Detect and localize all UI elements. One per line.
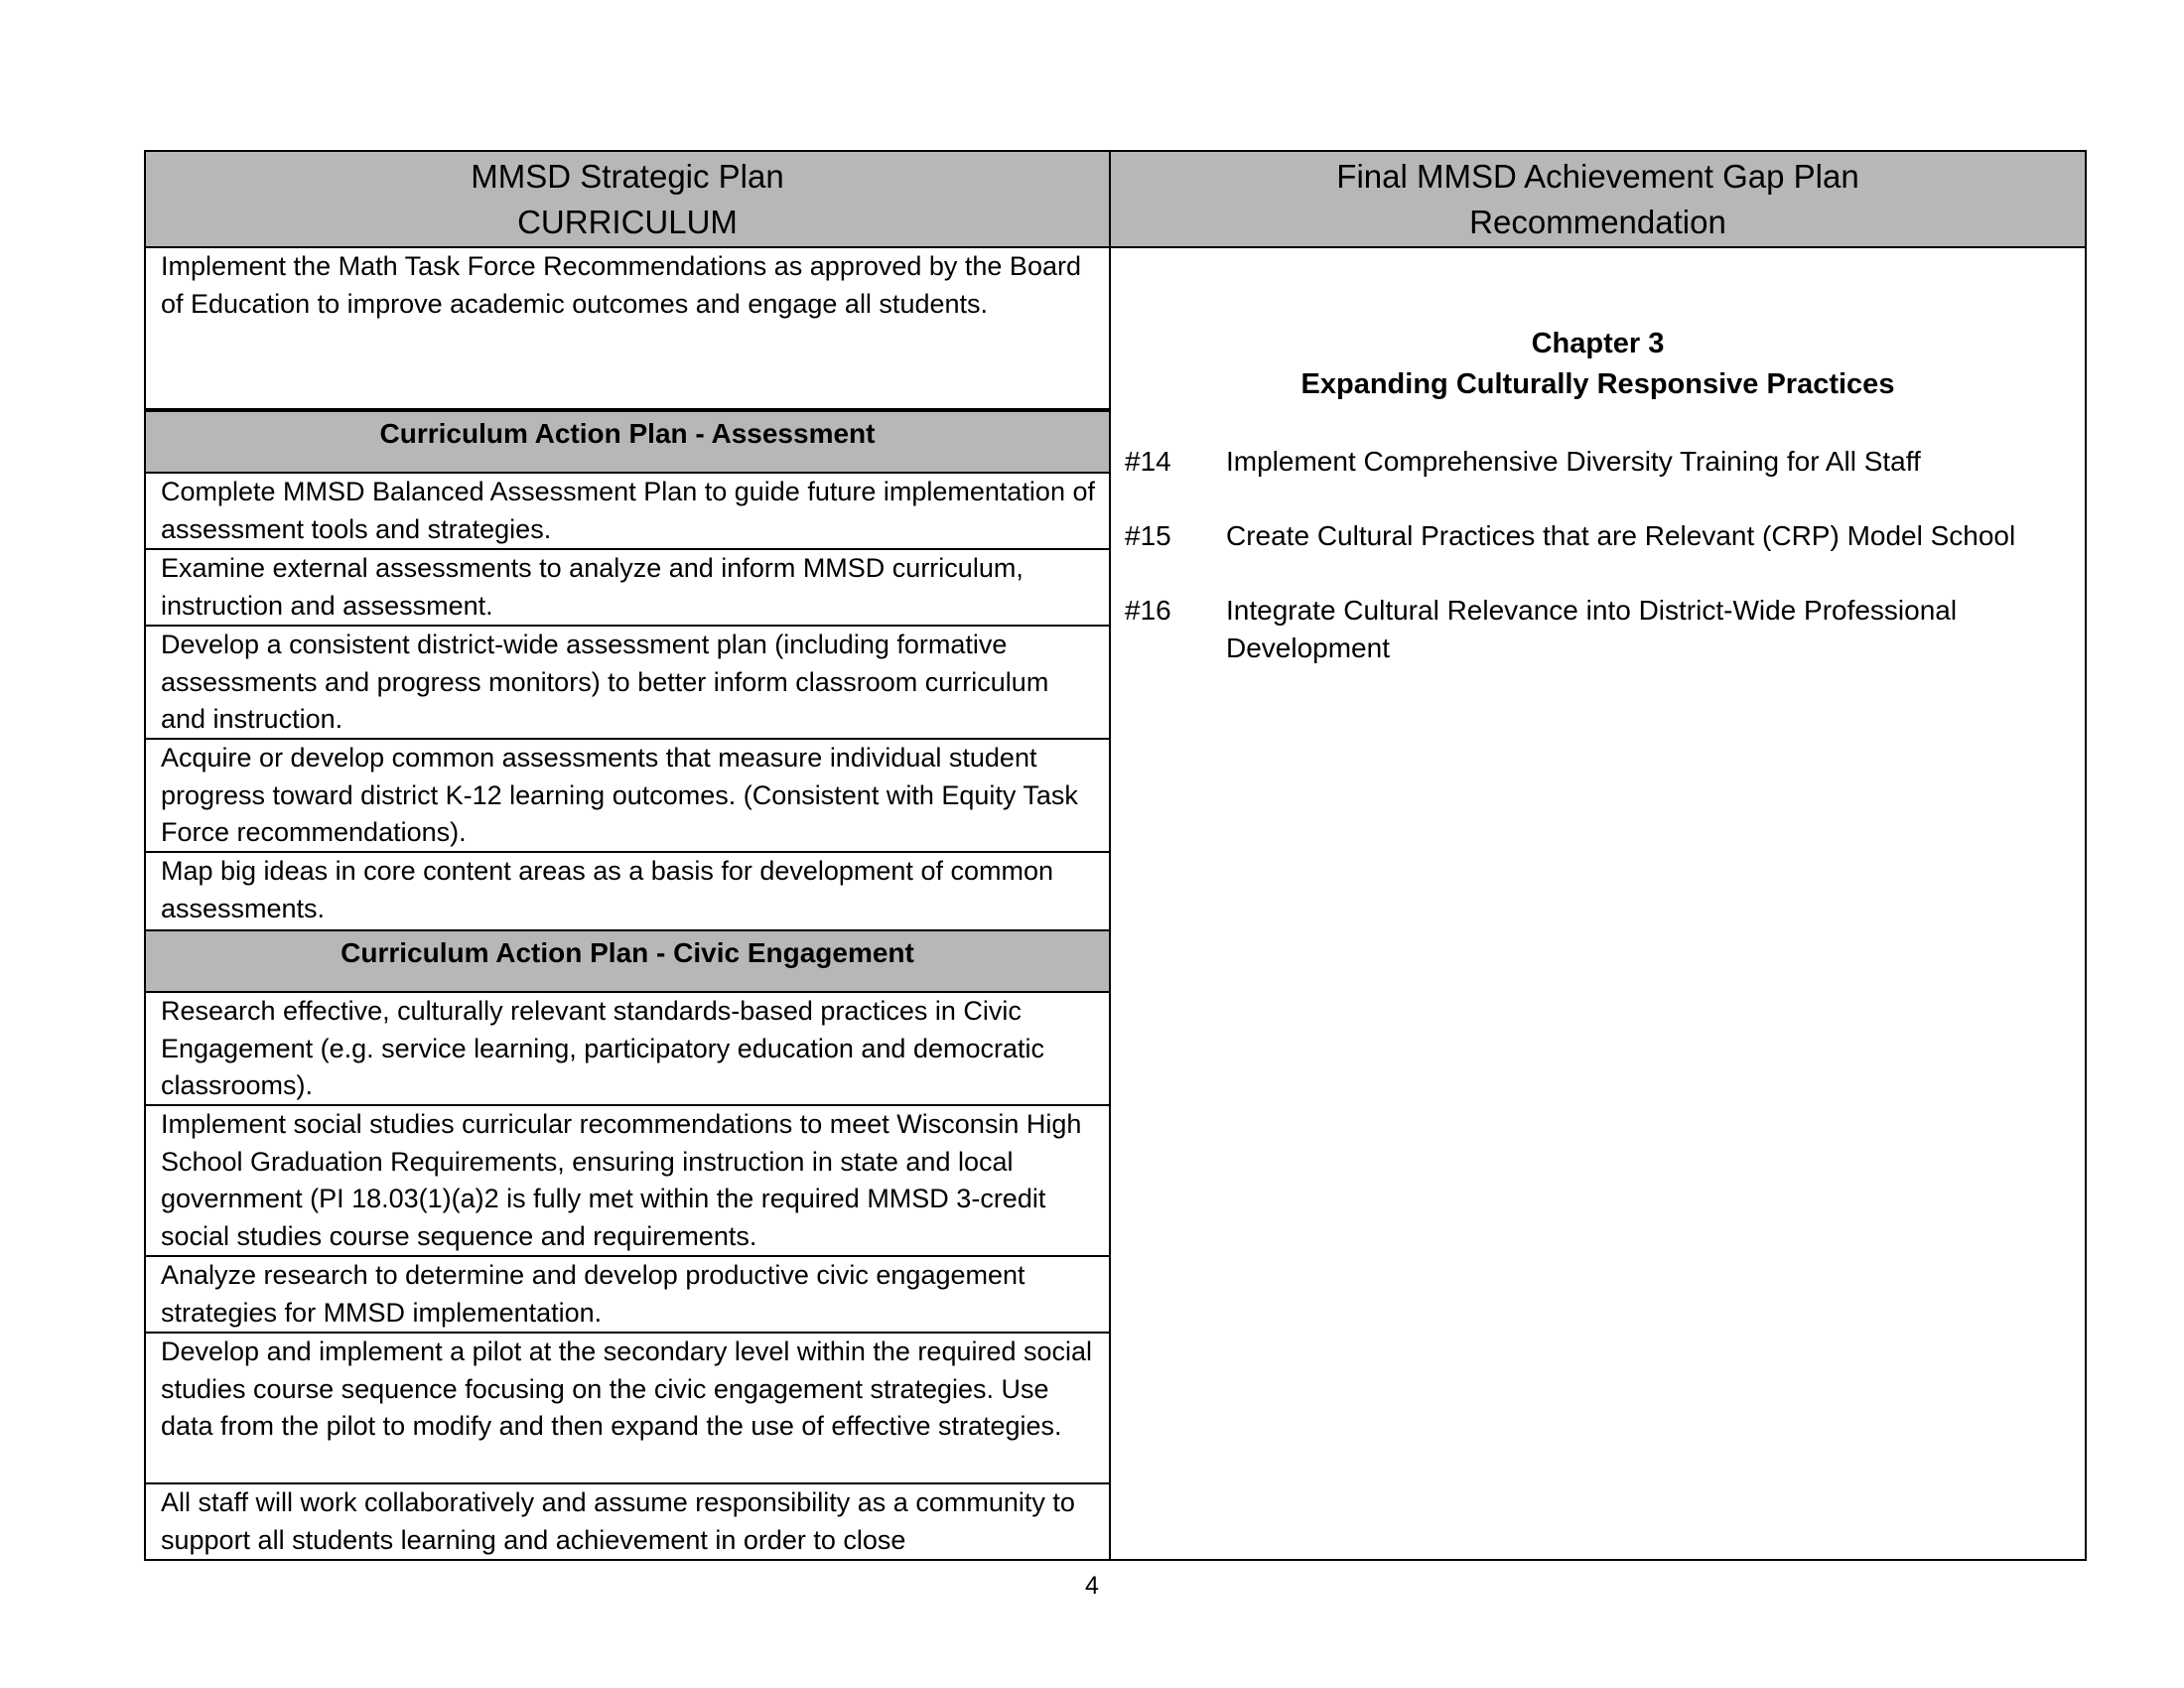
left-header-title: MMSD Strategic Plan bbox=[471, 158, 784, 195]
chapter-heading bbox=[1111, 324, 2085, 405]
chapter-title: Expanding Culturally Responsive Practices bbox=[1300, 368, 1895, 400]
recommendation-text: Create Cultural Practices that are Relevant (CRP) Model School bbox=[1226, 520, 2016, 551]
assessment-section-heading: Curriculum Action Plan - Assessment bbox=[146, 410, 1109, 474]
right-header-subtitle: Recommendation bbox=[1469, 204, 1726, 240]
assessment-item: Develop a consistent district-wide assessment plan (including formative assessments and progress monitors) to better inform classroom curriculum and instruction. bbox=[146, 627, 1109, 740]
right-header-title: Final MMSD Achievement Gap Plan bbox=[1336, 158, 1859, 195]
civic-item: All staff will work collaboratively and assume responsibility as a community to support all students learning and achievement in order to close bbox=[161, 1487, 1075, 1555]
recommendation-text: Implement Comprehensive Diversity Training for All Staff bbox=[1226, 446, 1921, 477]
achievement-gap-column bbox=[1111, 152, 2085, 1559]
recommendation-item bbox=[1125, 592, 2065, 667]
left-column-header bbox=[146, 152, 1109, 248]
recommendation-number: #16 bbox=[1125, 595, 1171, 626]
assessment-item: Complete MMSD Balanced Assessment Plan to guide future implementation of assessment tools and strategies. bbox=[146, 474, 1109, 550]
right-column-header bbox=[1111, 152, 2085, 248]
recommendation-number: #15 bbox=[1125, 520, 1171, 551]
assessment-item: Acquire or develop common assessments that measure individual student progress toward district K-12 learning outcomes. (Consistent with Equity Task Force recommendations). bbox=[146, 740, 1109, 853]
recommendation-text: Integrate Cultural Relevance into District-Wide Professional Development bbox=[1226, 595, 1958, 663]
strategic-plan-column bbox=[146, 152, 1111, 1559]
recommendation-number: #14 bbox=[1125, 446, 1171, 477]
civic-item: Analyze research to determine and develop productive civic engagement strategies for MMSD implementation. bbox=[146, 1257, 1109, 1334]
assessment-item: Examine external assessments to analyze and inform MMSD curriculum, instruction and assessment. bbox=[146, 550, 1109, 627]
recommendation-item bbox=[1125, 443, 2065, 481]
recommendation-item bbox=[1125, 517, 2065, 555]
assessment-item: Map big ideas in core content areas as a basis for development of common assessments. bbox=[161, 856, 1053, 923]
civic-item: Implement social studies curricular recommendations to meet Wisconsin High School Graduation Requirements, ensuring instruction in state and local government (PI 18.03(1)(a)2 is fully met within the required MMSD 3-credit social studies course sequence and requirements. bbox=[146, 1106, 1109, 1257]
civic-item: Research effective, culturally relevant standards-based practices in Civic Engagement (e.g. service learning, participatory education and democratic classrooms). bbox=[146, 993, 1109, 1106]
chapter-number: Chapter 3 bbox=[1531, 328, 1665, 359]
civic-item: Develop and implement a pilot at the secondary level within the required social studies course sequence focusing on the civic engagement strategies. Use data from the pilot to modify and then expand the use of effective strategies. bbox=[146, 1334, 1109, 1484]
page-number: 4 bbox=[1085, 1572, 1099, 1600]
intro-cell: Implement the Math Task Force Recommendations as approved by the Board of Education to improve academic outcomes and engage all students. bbox=[146, 248, 1109, 410]
recommendation-body bbox=[1111, 248, 2085, 1559]
strategic-plan-table bbox=[144, 150, 2087, 1561]
left-header-subtitle: CURRICULUM bbox=[517, 204, 738, 240]
civic-section-heading: Curriculum Action Plan - Civic Engagement bbox=[146, 929, 1109, 993]
